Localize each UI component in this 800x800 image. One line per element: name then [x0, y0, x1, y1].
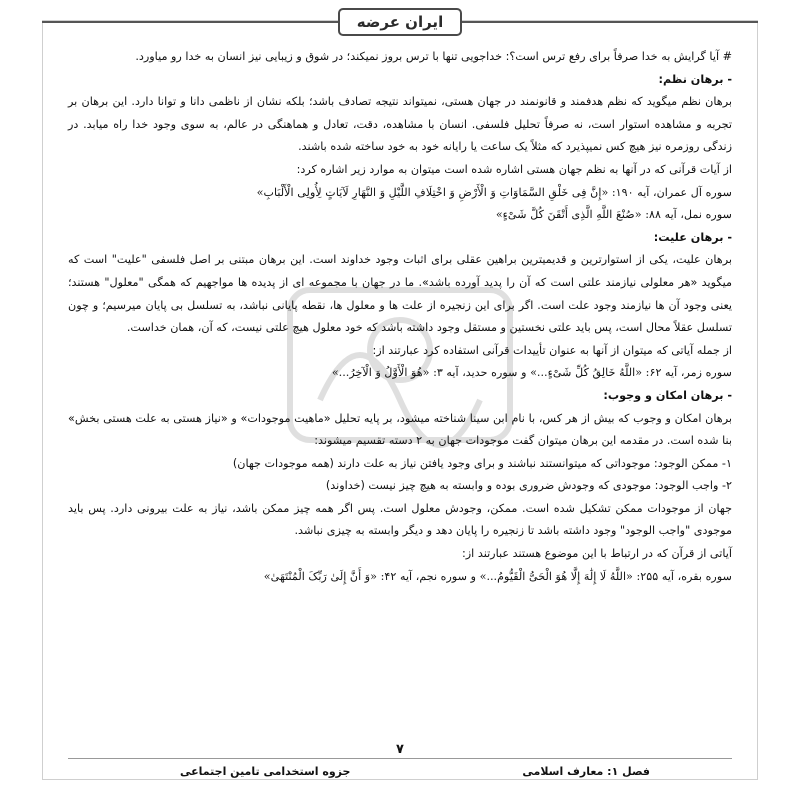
section-heading: - برهان علیت: — [653, 230, 732, 244]
body-paragraph: از جمله آیاتی که میتوان از آنها به عنوان تأییدات قرآنی استفاده کرد عبارتند از: — [372, 343, 732, 357]
body-paragraph: آیاتی از قرآن که در ارتباط با این موضوع هستند عبارتند از: — [461, 547, 732, 561]
body-paragraph: برهان نظم میگوید که نظم هدفمند و قانونمند در جهان هستی، نمیتواند نتیجه تصادف باشد؛ بلکه نشان از ناظمی دانا و توانا دارد. این برهان بر تجربه و مشاهده استوار است، نه صرفاً تحلیل فلسفی. انسان با مشاهده، دقت، تعادل و هماهنگی در عالم، به سوی وجود خدا راه میابد. در زندگی روزمره نیز هیچ کس نمیپذیرد که مثلاً یک ساعت یا رایانه خود به خود ساخته شده باشند. — [68, 95, 732, 154]
body-paragraph: برهان علیت، یکی از استوارترین و قدیمیترین براهین عقلی برای اثبات وجود خداوند است. این برهان مبتنی بر اصل فلسفی "علیت" است که میگوید «هر معلولی نیازمند علتی است که آن را پدید آورده باشد». ما در جهان با مجموعه ای از پدیده ها مواجهیم که همگی "معلول" هستند؛ یعنی وجود آن ها نیازمند وجود علت است. اگر برای این زنجیره از علت ها و معلول ها، نقطه پایانی نباشد، به تسلسل بی پایان میرسیم؛ و چون تسلسل عقلاً محال است، پس باید علتی نخستین و مستقل وجود داشته باشد که خود معلول هیچ علتی نیست، که آن، همان خداست. — [68, 253, 732, 335]
body-paragraph: ۲- واجب الوجود: موجودی که وجودش ضروری بوده و وابسته به هیچ چیز نیست (خداوند) — [325, 479, 732, 493]
body-paragraph: جهان از موجودات ممکن تشکیل شده است. ممکن، وجودش معلول است. پس اگر همه چیز ممکن باشد، نیاز به علت بیرونی دارد. پس باید موجودی "واجب الوجود" وجود داشته باشد تا زنجیره را پایان دهد و دیگر وابسته به چیزی نباشد. — [68, 501, 732, 538]
footer-book-title: جزوه استخدامی تامین اجتماعی — [180, 765, 351, 778]
quran-verse-line: سوره بقره، آیه ۲۵۵: «اللَّهُ لَا إِلَٰهَ إِلَّا هُوَ الْحَیُّ الْقَیُّومُ...» و سوره نجم، آیه ۴۲: «وَ أَنَّ إِلَىٰ رَبِّکَ الْمُنْتَهَىٰ» — [263, 569, 732, 583]
body-paragraph: # آیا گرایش به خدا صرفاً برای رفع ترس است؟: خداجویی تنها با ترس بروز نمیکند؛ در شوق و زیبایی نیز انسان به خدا رو میاورد. — [135, 50, 732, 63]
section-heading: - برهان امکان و وجوب: — [603, 388, 732, 402]
header-rule-right — [462, 21, 758, 23]
quran-verse-line: سوره آل عمران، آیه ۱۹۰: «إِنَّ فِی خَلْقِ السَّمَاوَاتِ وَ الْأَرْضِ وَ اخْتِلَافِ اللَّیْلِ وَ النَّهَارِ لَآیَاتٍ لِأُولِی الْأَلْبَابِ» — [256, 185, 732, 199]
footer-rule — [68, 758, 732, 759]
header-rule-left — [42, 21, 338, 23]
body-paragraph: ۱- ممکن الوجود: موجوداتی که میتوانستند نباشند و برای وجود یافتن نیاز به علت دارند (همه موجودات جهان) — [232, 456, 732, 470]
body-paragraph: برهان امکان و وجوب که بیش از هر کس، با نام ابن سینا شناخته میشود، بر پایه تحلیل «ماهیت موجودات» و «نیاز هستی به علت هستی بخش» بنا شده است. در مقدمه این برهان میتوان گفت موجودات جهان به ۲ دسته تقسیم میشوند: — [68, 411, 732, 448]
site-logo — [338, 8, 462, 36]
page-number: ۷ — [396, 742, 404, 757]
document-body — [68, 46, 732, 588]
quran-verse-line: سوره زمر، آیه ۶۲: «اللَّهُ خَالِقُ کُلِّ شَیْءٍ...» و سوره حدید، آیه ۳: «هُوَ الْأَوَّلُ وَ الْآخِرُ...» — [331, 366, 732, 380]
footer-chapter: فصل ۱: معارف اسلامی — [522, 765, 650, 778]
section-heading: - برهان نظم: — [658, 72, 732, 86]
body-paragraph: از آیات قرآنی که در آنها به نظم جهان هستی اشاره شده است میتوان به موارد زیر اشاره کرد: — [296, 162, 732, 176]
logo-text: ایران عرضه — [356, 13, 444, 31]
quran-verse-line: سوره نمل، آیه ۸۸: «صُنْعَ اللَّهِ الَّذِی أَتْقَنَ کُلَّ شَیْءٍ» — [495, 208, 732, 222]
